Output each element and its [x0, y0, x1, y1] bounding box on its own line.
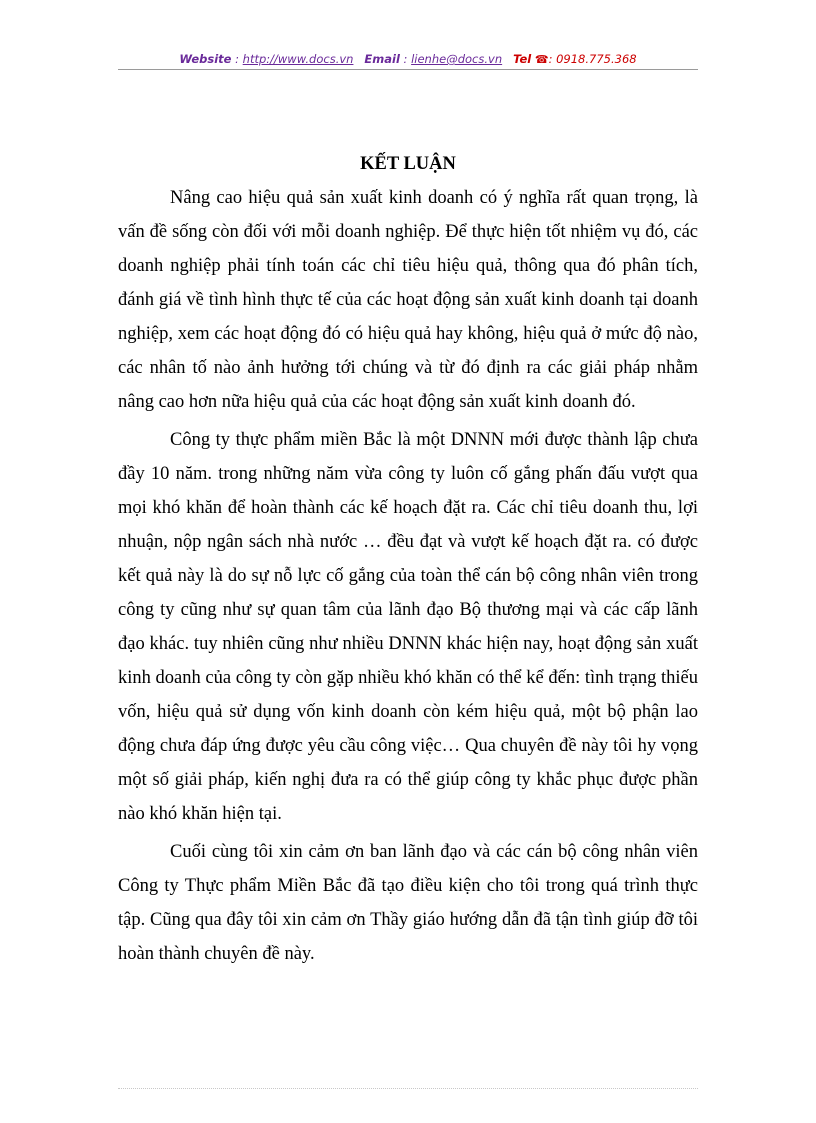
email-label: Email: [364, 52, 400, 66]
tel-number: 0918.775.368: [556, 52, 637, 66]
document-body: [118, 147, 698, 971]
email-link[interactable]: lienhe@docs.vn: [411, 52, 503, 66]
tel-label: Tel: [513, 52, 532, 66]
email-separator: :: [399, 52, 412, 66]
website-link[interactable]: http://www.docs.vn: [242, 52, 354, 66]
document-title: KẾT LUẬN: [360, 154, 456, 174]
header-divider: [118, 69, 698, 70]
paragraph-2: Công ty thực phẩm miền Bắc là một DNNN mới được thành lập chưa đầy 10 năm. trong những năm vừa công ty luôn cố gắng phấn đấu vượt qua mọi khó khăn để hoàn thành các kế hoạch đặt ra. Các chỉ tiêu doanh thu, lợi nhuận, nộp ngân sách nhà nước … đều đạt và vượt kế hoạch đặt ra. có được kết quả này là do sự nỗ lực cố gắng của toàn thể cán bộ công nhân viên trong công ty cũng như sự quan tâm của lãnh đạo Bộ thương mại và các cấp lãnh đạo khác. tuy nhiên cũng như nhiều DNNN khác hiện nay, hoạt động sản xuất kinh doanh của công ty còn gặp nhiều khó khăn có thể kể đến: tình trạng thiếu vốn, hiệu quả sử dụng vốn kinh doanh còn kém hiệu quả, một bộ phận lao động chưa đáp ứng được yêu cầu công việc… Qua chuyên đề này tôi hy vọng một số giải pháp, kiến nghị đưa ra có thể giúp công ty khắc phục được phần nào khó khăn hiện tại.: [118, 430, 698, 824]
page-header: [118, 50, 698, 69]
footer-divider: [118, 1088, 698, 1089]
website-label: Website: [179, 52, 232, 66]
phone-icon: ☎: [534, 53, 549, 66]
paragraph-3: Cuối cùng tôi xin cảm ơn ban lãnh đạo và các cán bộ công nhân viên Công ty Thực phẩm Miền Bắc đã tạo điều kiện cho tôi trong quá trình thực tập. Cũng qua đây tôi xin cảm ơn Thầy giáo hướng dẫn đã tận tình giúp đỡ tôi hoàn thành chuyên đề này.: [118, 842, 698, 964]
website-separator: :: [231, 52, 243, 66]
paragraph-1: Nâng cao hiệu quả sản xuất kinh doanh có ý nghĩa rất quan trọng, là vấn đề sống còn đối với mỗi doanh nghiệp. Để thực hiện tốt nhiệm vụ đó, các doanh nghiệp phải tính toán các chỉ tiêu hiệu quả, thông qua đó phân tích, đánh giá về tình hình thực tế của các hoạt động sản xuất kinh doanh tại doanh nghiệp, xem các hoạt động đó có hiệu quả hay không, hiệu quả ở mức độ nào, các nhân tố nào ảnh hưởng tới chúng và từ đó định ra các giải pháp nhằm nâng cao hơn nữa hiệu quả của các hoạt động sản xuất kinh doanh đó.: [118, 188, 698, 412]
tel-separator: :: [548, 52, 557, 66]
